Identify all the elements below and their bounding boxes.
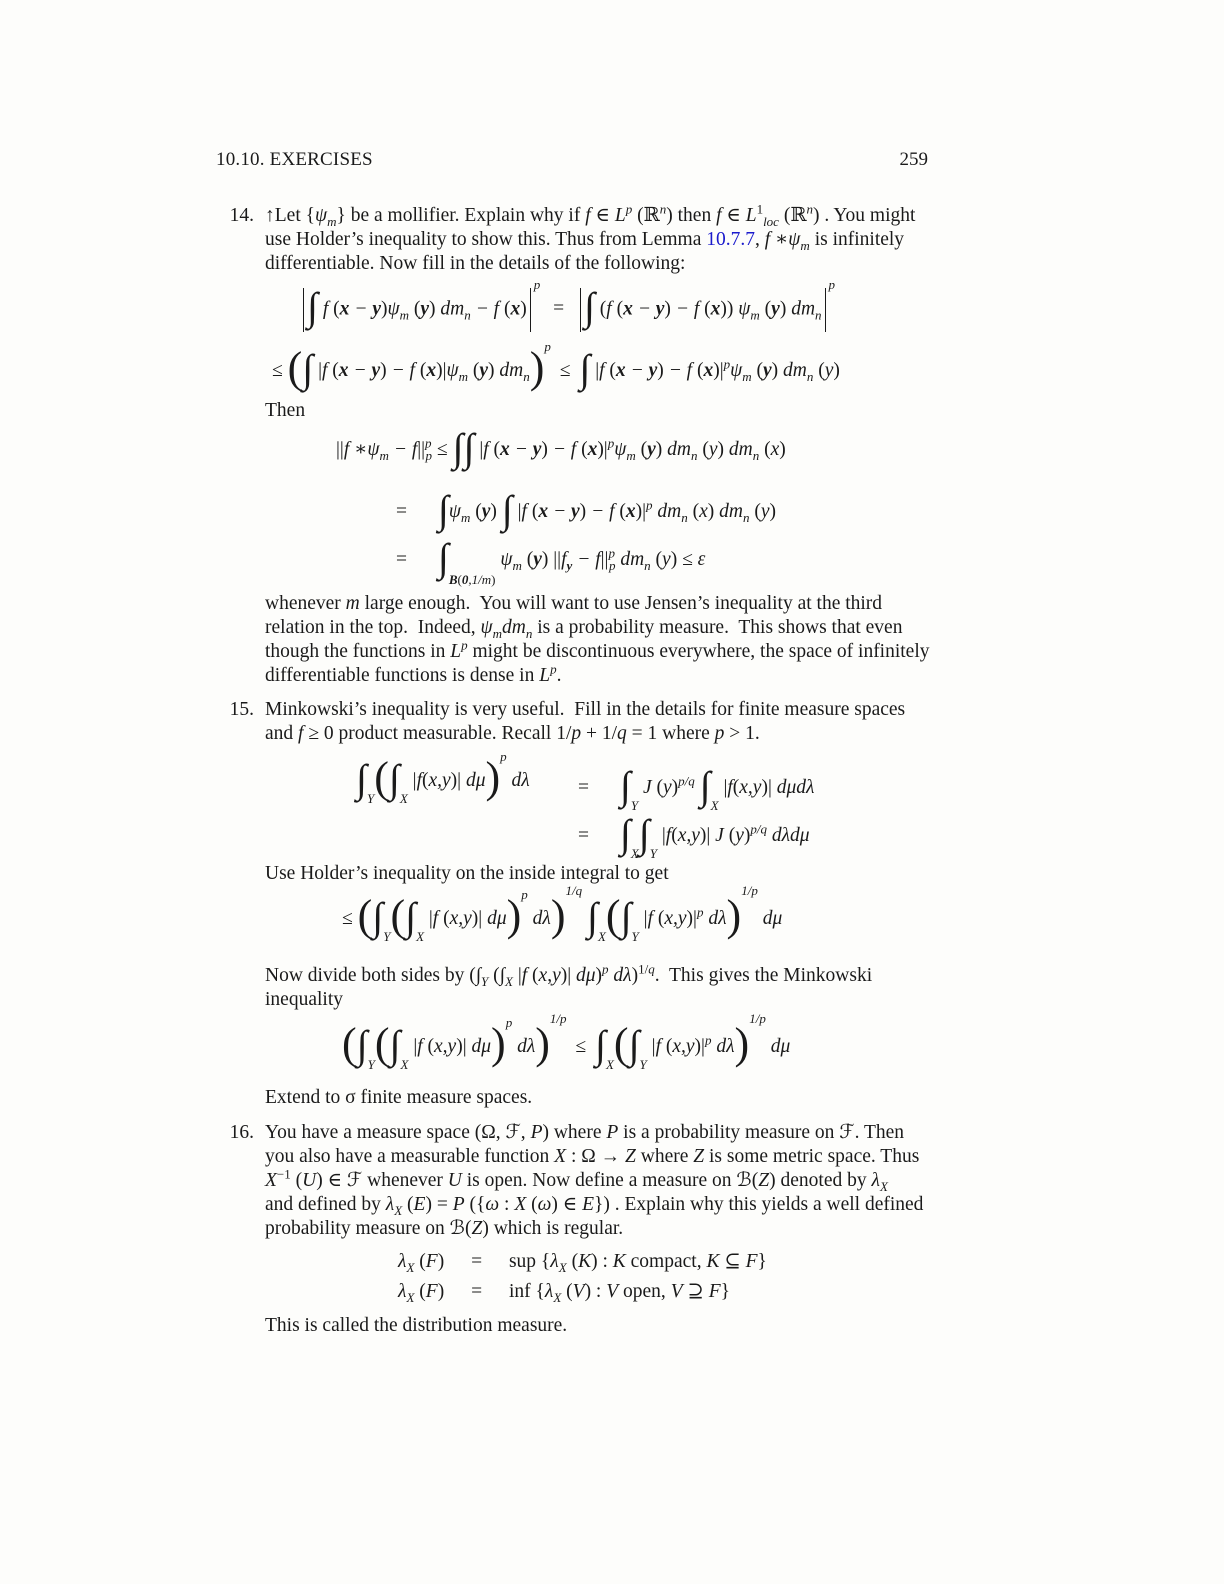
text-line: differentiable functions is dense in $L^p$. xyxy=(265,661,562,686)
exercise-number: 14. xyxy=(229,205,254,226)
text-line: and f ≥ 0 product measurable. Recall 1/p + 1/q = 1 where p > 1. xyxy=(265,723,760,744)
text-line: Now divide both sides by ($\int_Y$ ($\int_X$ |f (x,y)| dμ)$^p$ dλ)$^{1/q}$. This gives the Minkowski xyxy=(265,961,873,989)
running-header: 10.10. EXERCISES xyxy=(216,149,373,170)
text-line: Minkowski’s inequality is very useful. Fill in the details for finite measure spaces xyxy=(265,699,906,720)
exercise-14-intro xyxy=(265,201,935,276)
equation-16-inner: $\lambda_X$ (F) = sup {$\lambda_X$ (K) : K compact, K ⊆ F} xyxy=(398,1251,767,1275)
text-line: though the functions in $L^p$ might be discontinuous everywhere, the space of infinitely xyxy=(265,637,930,662)
text-line: probability measure on ℬ(Z) which is regular. xyxy=(265,1218,624,1239)
lemma-link[interactable]: 10.7.7 xyxy=(706,229,755,250)
exercise-number: 15. xyxy=(229,699,254,720)
equation-15-line2: = $\int_X\int_Y$ |f(x,y)| J $(y)^{p/q}$ dλdμ xyxy=(578,811,810,861)
equation-15-line1: $\int_Y(\int_X$ |f(x,y)| dμ)$^p$ dλ xyxy=(356,748,530,806)
equation-14-line1: ∫ f $(x - y)\psi_m$ (y) $dm_n - f$ $(x)^p$ = ∫ (f (x − y) − f (x)) $\psi_m$ (y) $dm_n^p$ xyxy=(300,288,835,332)
extend-line: Extend to σ finite measure spaces. xyxy=(265,1087,533,1108)
text-line: inequality xyxy=(265,989,343,1010)
text-line: ↑Let $\{\psi_m\}$ be a mollifier. Explain why if f ∈ $L^p$ (ℝ$^n$) then f ∈ $L^1_{loc}$ (ℝ$^n$) . You might xyxy=(265,201,916,229)
text-line: relation in the top. Indeed, $\psi_mdm_n$ is a probability measure. This shows that even xyxy=(265,617,903,641)
then-label: Then xyxy=(265,400,306,421)
text-line: and defined by $\lambda_X$ (E) = P ({ω : X (ω) ∈ E}) . Explain why this yields a well defined xyxy=(265,1194,924,1218)
holder-line: Use Holder’s inequality on the inside integral to get xyxy=(265,863,669,884)
equation-14-step2: = $\int\psi_m$ (y) ∫ |f (x − y) − f $(x)|^p$ $dm_n$ (x) $dm_n$ (y) xyxy=(396,487,777,532)
closing-line: This is called the distribution measure. xyxy=(265,1315,568,1336)
equation-15-holder: ≤ ($\int_Y(\int_X$ |f (x,y)| dμ)$^p$ dλ)$^{1/q}$ $\int_X(\int_Y$ |f $(x,y)|^p$ dλ)$^{1/p}$ dμ xyxy=(342,882,783,944)
exercise-16-intro xyxy=(265,1121,935,1241)
text-line: use Holder’s inequality to show this. Thus from Lemma 10.7.7, f $∗\psi_m$ is infinitely xyxy=(265,229,905,253)
text-line: You have a measure space (Ω, ℱ, P) where P is a probability measure on ℱ. Then xyxy=(265,1122,905,1143)
equation-14-line2: ≤ (∫ |f (x − y) − f $(x)|\psi_m$ (y) $dm_n)^p$ ≤ ∫ |f (x − y) − f $(x)|^p\psi_m$ (y) $dm_n$ (y) xyxy=(272,338,840,392)
equation-16-outer: $\lambda_X$ (F) = inf {$\lambda_X$ (V) : V open, V ⊇ F} xyxy=(398,1281,730,1305)
divide-text xyxy=(265,961,935,1012)
equation-15-minkowski: ($\int_Y(\int_X$ |f (x,y)| dμ)$^p$ $d\lambda)^{1/p} \le \int_X(\int_Y$ |f $(x,y)|^p$ dλ)$^{1/p}$ dμ xyxy=(342,1010,791,1072)
exercise-number: 16. xyxy=(229,1122,254,1143)
text-line: whenever m large enough. You will want to use Jensen’s inequality at the third xyxy=(265,593,883,614)
text-line: you also have a measurable function X : Ω → Z where Z is some metric space. Thus xyxy=(265,1146,920,1167)
equation-15-line1-rhs: = $\int_Y$ J $(y)^{p/q}$ $\int_X$ |f(x,y)| dμdλ xyxy=(578,763,815,813)
text-line: differentiable. Now fill in the details of the following: xyxy=(265,253,686,274)
equation-14-step3: = $\int_{B(0,1/m)}$ $\psi_m$ (y) $||f_y - f||^p_p$ $dm_n$ (y) ≤ ε xyxy=(396,535,706,587)
text-line: $X^{-1}$ (U) ∈ ℱ whenever U is open. Now define a measure on ℬ(Z) denoted by $\lambda_X$ xyxy=(265,1166,888,1194)
page-number: 259 xyxy=(899,149,928,170)
exercise-14-closing xyxy=(265,592,935,688)
equation-14-norm: ||f $∗\psi_m - f||^p_p$ ≤ ∫∫ |f (x − y) − f $(x)|^p\psi_m$ (y) $dm_n$ (y) $dm_n$ (x) xyxy=(336,425,786,470)
exercise-15-intro xyxy=(265,698,935,746)
